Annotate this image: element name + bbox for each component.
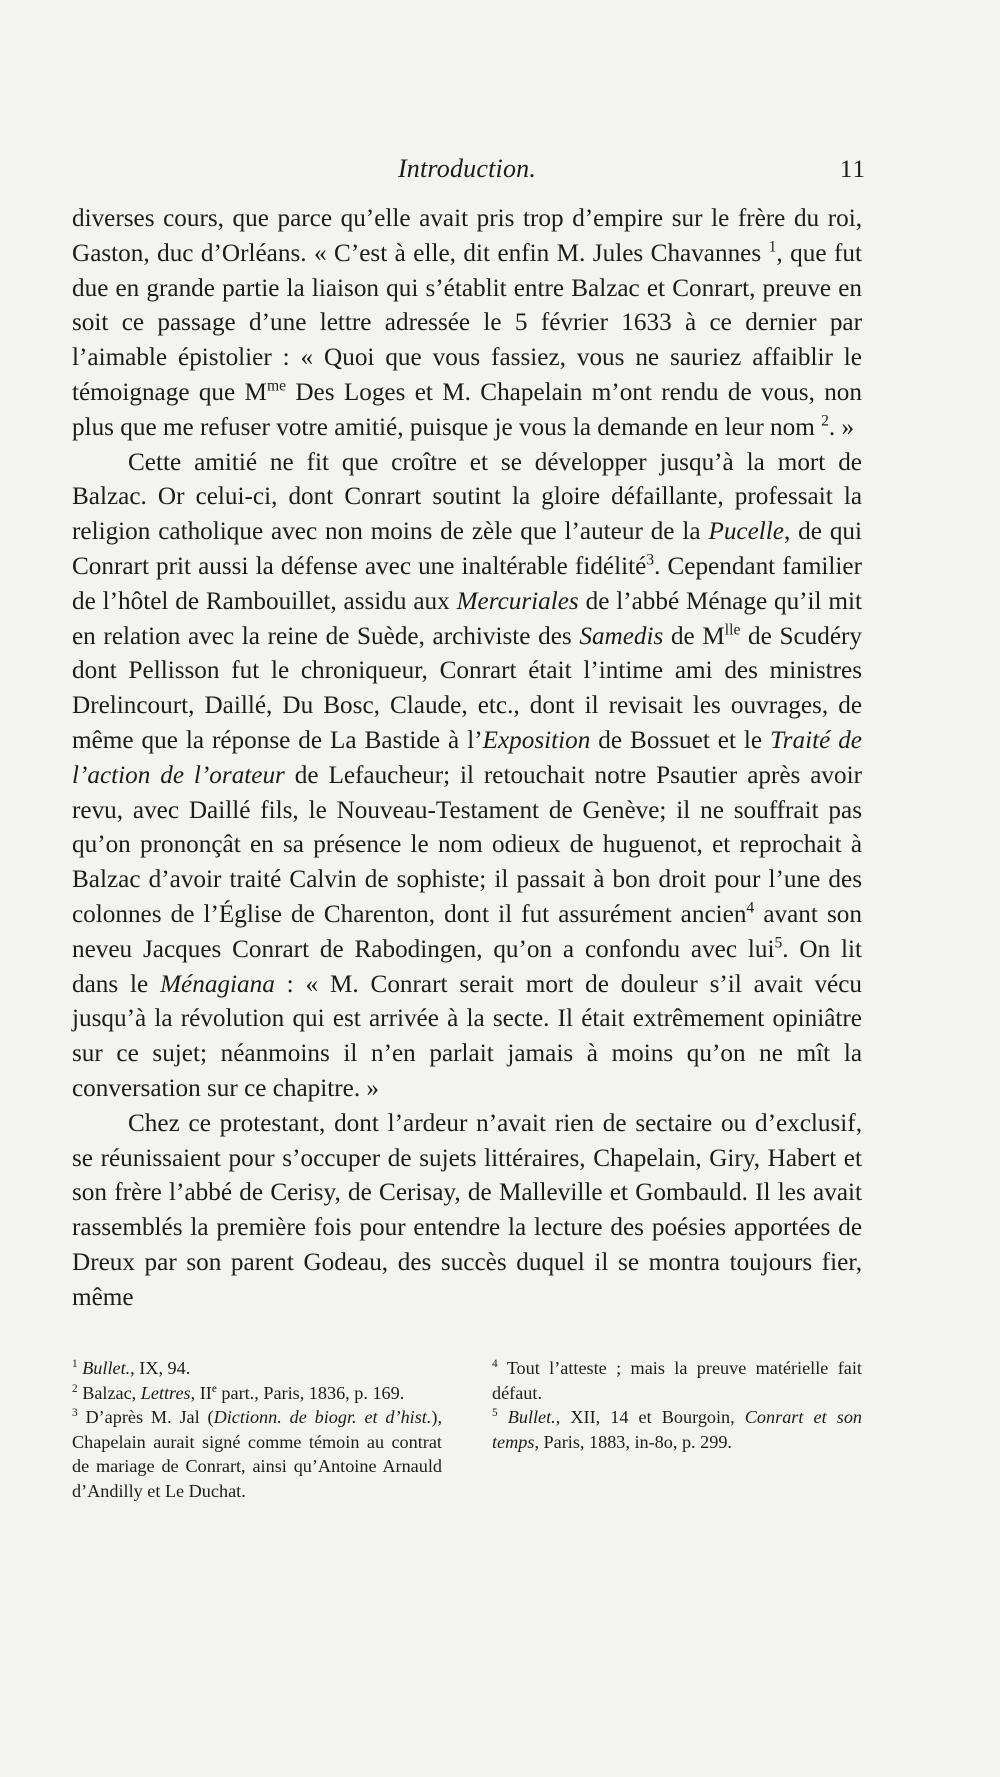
body-text (72, 202, 862, 1316)
footnotes-right-column (492, 1356, 862, 1504)
paragraph-2: Cette amitié ne fit que croître et se développer jusqu’à la mort de Balzac. Or celui-ci, dont Conrart soutint la gloire défaillante, professait la religion catholique avec non moins de zèle que l’auteur de la Pucelle, de qui Conrart prit aussi la défense avec une inaltérable fidélité$^3$. Cependant familier de l’hôtel de Rambouillet, assidu aux Mercuriales de l’abbé Ménage qu’il mit en relation avec la reine de Suède, archiviste des Samedis de $M^{lle}$ de Scudéry dont Pellisson fut le chroniqueur, Conrart était l’intime ami des ministres Drelincourt, Daillé, Du Bosc, Claude, etc., dont il revisait les ouvrages, de même que la réponse de La Bastide à l’Exposition de Bossuet et le Traité de l’action de l’orateur de Lefaucheur; il retouchait notre Psautier après avoir revu, avec Daillé fils, le Nouveau-Testament de Genève; il ne souffrait pas qu’on prononçât en sa présence le nom odieux de huguenot, et reprochait à Balzac d’avoir traité Calvin de sophiste; il passait à bon droit pour l’une des colonnes de l’Église de Charenton, dont il fut assurément ancien$^4$ avant son neveu Jacques Conrart de Rabodingen, qu’on a confondu avec lui$^5$. On lit dans le Ménagiana : « M. Conrart serait mort de douleur s’il avait vécu jusqu’à la révolution qui est arrivée à la secte. Il était extrêmement opiniâtre sur ce sujet; néanmoins il n’en parlait jamais à moins qu’on ne mît la conversation sur ce chapitre. » (72, 448, 863, 1102)
footnote-ref-4: 4 (746, 899, 755, 917)
footnote-4: $^4$ Tout l’atteste ; mais la preuve matérielle fait défaut. (492, 1357, 862, 1403)
footnote-ref-5: 5 (774, 934, 783, 952)
running-title: Introduction. (397, 154, 537, 183)
footnotes (72, 1356, 862, 1504)
footnote-ref-2: 2 (821, 412, 829, 430)
paragraph-1: diverses cours, que parce qu’elle avait pris trop d’empire sur le frère du roi, Gaston, duc d’Orléans. « C’est à elle, dit enfin M. Jules Chavannes $^1$, que fut due en grande partie la liaison qui s’établit entre Balzac et Conrart, preuve en soit ce passage d’une lettre adressée le 5 février 1633 à ce dernier par l’aimable épistolier : « Quoi que vous fassiez, vous ne sauriez affaiblir le témoignage que $M^{me}$ Des Loges et M. Chapelain m’ont rendu de vous, non plus que me refuser votre amitié, puisque je vous la demande en leur nom $^2$. » (72, 205, 862, 441)
footnote-1: $^1$ Bullet., IX, 94. (72, 1357, 191, 1378)
paragraph-3: Chez ce protestant, dont l’ardeur n’avait rien de sectaire ou d’exclusif, se réunissaient pour s’occuper de sujets littéraires, Chapelain, Giry, Habert et son frère l’abbé de Cerisy, de Cerisay, de Malleville et Gombauld. Il les avait rassemblés la première fois pour entendre la lecture des poésies apportées de Dreux par son parent Godeau, des succès duquel il se montra toujours fier, même (72, 1109, 862, 1311)
footnote-5: $^5$ Bullet., XII, 14 et Bourgoin, Conrart et son temps, Paris, 1883, in-8o, p. 299. (492, 1407, 863, 1452)
footnote-2: $^2$ Balzac, Lettres, IIe part., Paris, 1836, p. 169. (72, 1382, 405, 1403)
footnote-ref-3: 3 (646, 551, 655, 569)
footnote-ref-1: 1 (768, 238, 777, 256)
running-head (72, 154, 866, 188)
page-number: 11 (839, 156, 866, 183)
footnotes-left-column (72, 1356, 442, 1504)
footnote-3: $^3$ D’après M. Jal (Dictionn. de biogr. et d’hist.), Chapelain aurait signé comme témoin au contrat de mariage de Conrart, ainsi qu’Antoine Arnauld d’Andilly et Le Duchat. (72, 1407, 443, 1501)
